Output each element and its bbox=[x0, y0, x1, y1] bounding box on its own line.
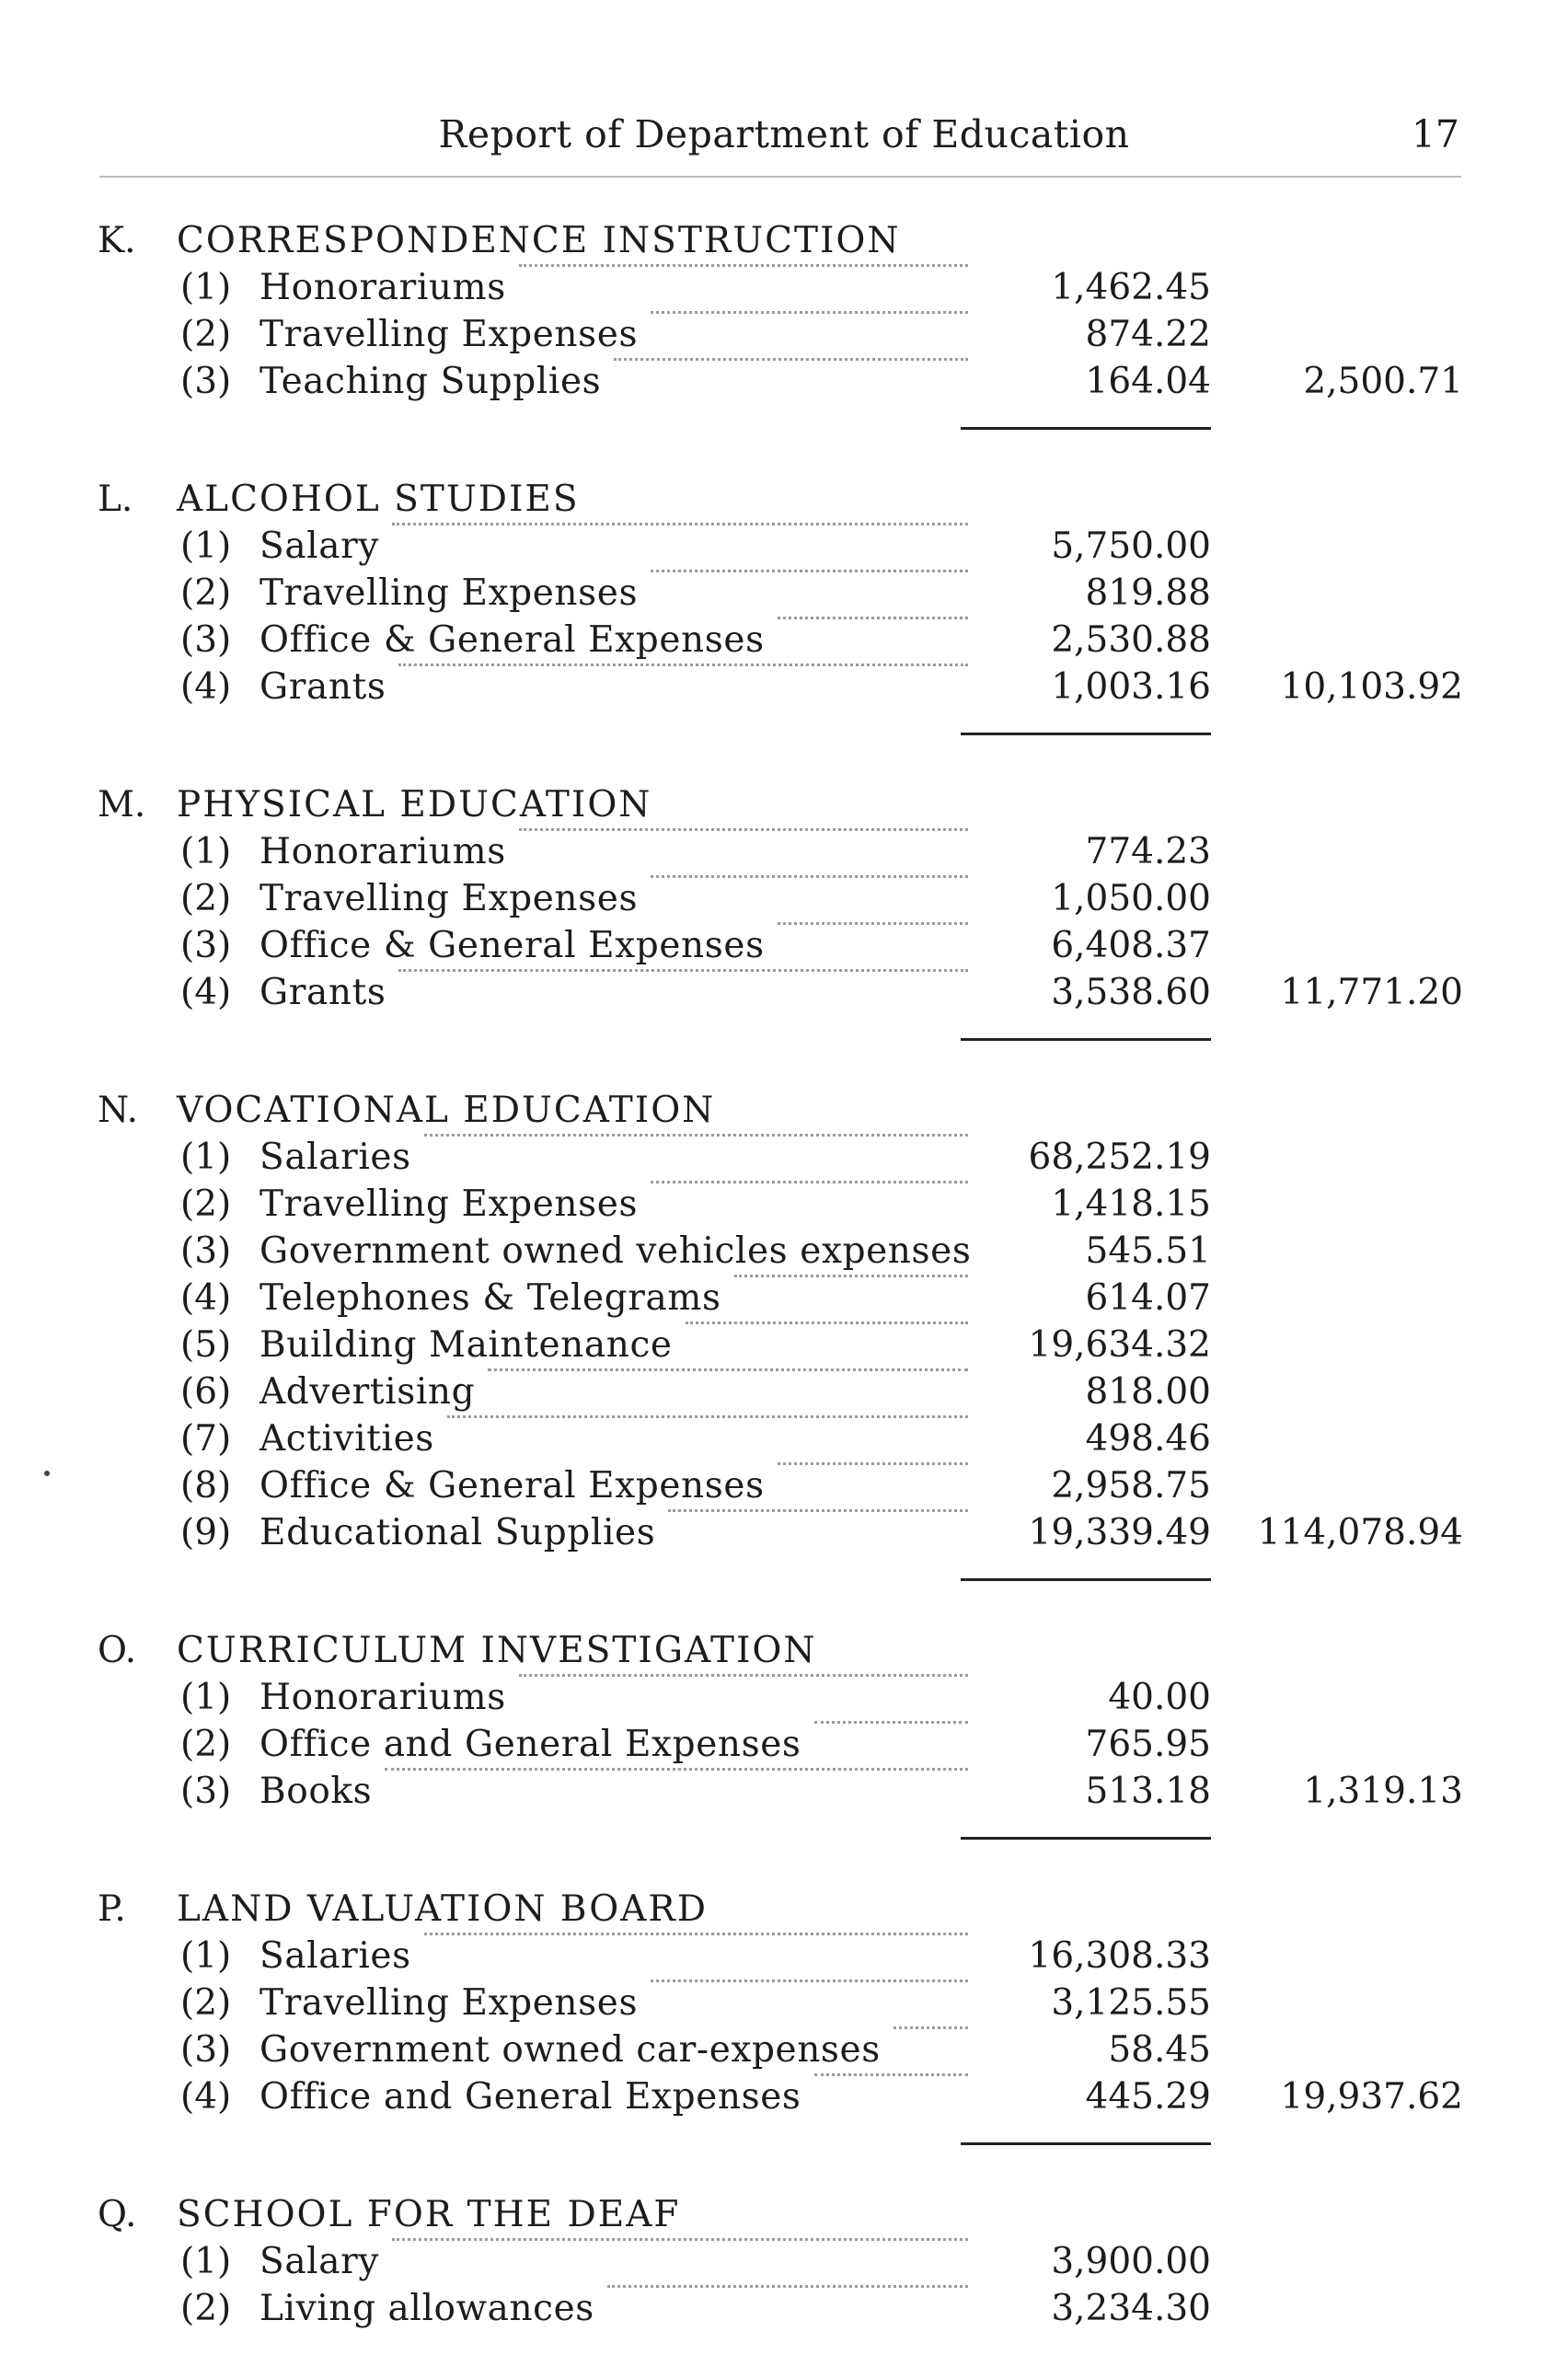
item-label: Salaries bbox=[259, 1935, 411, 1977]
expense-section bbox=[0, 217, 1568, 430]
item-number: (2) bbox=[180, 2288, 232, 2329]
section-heading-row bbox=[0, 1886, 1568, 1933]
section-title: CORRESPONDENCE INSTRUCTION bbox=[177, 220, 901, 261]
item-amount: 6,408.37 bbox=[1051, 925, 1211, 966]
dot-leader bbox=[778, 1462, 968, 1465]
item-amount: 1,418.15 bbox=[1051, 1183, 1211, 1225]
line-item bbox=[0, 1768, 1568, 1815]
dot-leader bbox=[651, 1181, 968, 1183]
item-number: (6) bbox=[180, 1371, 232, 1413]
dot-leader bbox=[686, 1322, 968, 1324]
item-number: (2) bbox=[180, 572, 232, 614]
dot-leader bbox=[447, 1415, 968, 1418]
item-number: (2) bbox=[180, 878, 232, 919]
item-number: (2) bbox=[180, 1724, 232, 1765]
line-item bbox=[0, 828, 1568, 875]
dot-leader bbox=[651, 875, 968, 878]
item-label: Living allowances bbox=[259, 2288, 594, 2329]
item-amount: 874.22 bbox=[1085, 314, 1211, 355]
line-item bbox=[0, 1721, 1568, 1768]
line-item bbox=[0, 311, 1568, 358]
item-amount: 818.00 bbox=[1085, 1371, 1211, 1413]
line-item bbox=[0, 1509, 1568, 1556]
item-label: Travelling Expenses bbox=[259, 1982, 639, 2024]
item-amount: 774.23 bbox=[1085, 831, 1211, 872]
item-amount: 2,958.75 bbox=[1051, 1465, 1211, 1506]
line-item bbox=[0, 1462, 1568, 1509]
line-item bbox=[0, 1228, 1568, 1275]
section-heading-row bbox=[0, 1087, 1568, 1134]
section-title: CURRICULUM INVESTIGATION bbox=[177, 1630, 817, 1671]
item-amount: 819.88 bbox=[1085, 572, 1211, 614]
item-amount: 513.18 bbox=[1085, 1771, 1211, 1812]
item-amount: 19,339.49 bbox=[1028, 1512, 1211, 1553]
item-number: (1) bbox=[180, 1137, 232, 1178]
line-item bbox=[0, 969, 1568, 1016]
item-number: (8) bbox=[180, 1465, 232, 1506]
line-item bbox=[0, 264, 1568, 311]
item-amount: 545.51 bbox=[1085, 1230, 1211, 1272]
item-amount: 498.46 bbox=[1085, 1418, 1211, 1460]
line-item bbox=[0, 1275, 1568, 1322]
section-total: 10,103.92 bbox=[1280, 666, 1463, 708]
item-number: (4) bbox=[180, 972, 232, 1013]
dot-leader bbox=[651, 311, 968, 314]
item-label: Office & General Expenses bbox=[259, 925, 765, 966]
dot-leader bbox=[398, 969, 968, 972]
dot-leader bbox=[607, 2285, 968, 2288]
dot-leader bbox=[424, 1134, 968, 1137]
line-item bbox=[0, 922, 1568, 969]
item-amount: 19,634.32 bbox=[1028, 1324, 1211, 1366]
item-amount: 765.95 bbox=[1085, 1724, 1211, 1765]
dot-leader bbox=[392, 2238, 968, 2241]
item-amount: 2,530.88 bbox=[1051, 619, 1211, 661]
item-number: (5) bbox=[180, 1324, 232, 1366]
item-label: Salary bbox=[259, 2241, 379, 2282]
item-number: (3) bbox=[180, 1230, 232, 1272]
item-label: Grants bbox=[259, 666, 386, 708]
item-number: (7) bbox=[180, 1418, 232, 1460]
subtotal-rule bbox=[961, 1038, 1211, 1041]
item-amount: 3,234.30 bbox=[1051, 2288, 1211, 2329]
item-label: Building Maintenance bbox=[259, 1324, 673, 1366]
item-label: Salary bbox=[259, 525, 379, 567]
item-number: (3) bbox=[180, 619, 232, 661]
section-letter: K. bbox=[98, 220, 136, 261]
item-number: (4) bbox=[180, 2076, 232, 2118]
dot-leader bbox=[814, 2073, 968, 2076]
section-total: 11,771.20 bbox=[1280, 972, 1463, 1013]
subtotal-rule bbox=[961, 2142, 1211, 2145]
item-number: (3) bbox=[180, 925, 232, 966]
dot-leader bbox=[814, 1721, 968, 1724]
item-amount: 68,252.19 bbox=[1028, 1137, 1211, 1178]
section-total: 114,078.94 bbox=[1257, 1512, 1463, 1553]
item-number: (1) bbox=[180, 1677, 232, 1718]
item-label: Activities bbox=[259, 1418, 434, 1460]
item-number: (9) bbox=[180, 1512, 232, 1553]
item-amount: 164.04 bbox=[1085, 361, 1211, 402]
item-amount: 16,308.33 bbox=[1028, 1935, 1211, 1977]
section-total: 2,500.71 bbox=[1303, 361, 1463, 402]
dot-leader bbox=[651, 1980, 968, 1982]
item-amount: 3,900.00 bbox=[1051, 2241, 1211, 2282]
expense-section bbox=[0, 1886, 1568, 2145]
dot-leader bbox=[519, 264, 968, 267]
item-label: Travelling Expenses bbox=[259, 572, 639, 614]
item-number: (3) bbox=[180, 2029, 232, 2071]
section-letter: L. bbox=[98, 479, 133, 520]
item-label: Telephones & Telegrams bbox=[259, 1277, 721, 1319]
item-amount: 40.00 bbox=[1108, 1677, 1211, 1718]
line-item bbox=[0, 1980, 1568, 2026]
item-label: Honorariums bbox=[259, 831, 506, 872]
section-heading-row bbox=[0, 2191, 1568, 2238]
expense-section bbox=[0, 1627, 1568, 1840]
item-label: Travelling Expenses bbox=[259, 878, 639, 919]
item-label: Travelling Expenses bbox=[259, 1183, 639, 1225]
expense-sections bbox=[0, 217, 1568, 2378]
item-number: (3) bbox=[180, 1771, 232, 1812]
item-number: (1) bbox=[180, 267, 232, 308]
dot-leader bbox=[398, 664, 968, 666]
line-item bbox=[0, 523, 1568, 570]
item-number: (1) bbox=[180, 1935, 232, 1977]
section-heading-row bbox=[0, 1627, 1568, 1674]
section-total: 1,319.13 bbox=[1303, 1771, 1463, 1812]
page-number: 17 bbox=[1411, 112, 1459, 156]
item-label: Government owned car-expenses bbox=[259, 2029, 881, 2071]
section-title: VOCATIONAL EDUCATION bbox=[177, 1090, 716, 1131]
dot-leader bbox=[385, 1768, 968, 1771]
line-item bbox=[0, 1368, 1568, 1415]
item-amount: 58.45 bbox=[1108, 2029, 1211, 2071]
line-item bbox=[0, 1322, 1568, 1368]
item-label: Office and General Expenses bbox=[259, 2076, 801, 2118]
subtotal-rule bbox=[961, 733, 1211, 735]
section-title: PHYSICAL EDUCATION bbox=[177, 784, 652, 825]
line-item bbox=[0, 2238, 1568, 2285]
section-title: SCHOOL FOR THE DEAF bbox=[177, 2194, 681, 2235]
section-heading-row bbox=[0, 781, 1568, 828]
subtotal-rule bbox=[961, 1837, 1211, 1840]
section-letter: O. bbox=[98, 1630, 137, 1671]
section-heading-row bbox=[0, 217, 1568, 264]
subtotal-rule bbox=[961, 427, 1211, 430]
item-number: (3) bbox=[180, 361, 232, 402]
item-label: Office & General Expenses bbox=[259, 1465, 765, 1506]
line-item bbox=[0, 617, 1568, 664]
line-item bbox=[0, 1674, 1568, 1721]
line-item bbox=[0, 664, 1568, 710]
line-item bbox=[0, 570, 1568, 617]
line-item bbox=[0, 2285, 1568, 2332]
expense-section bbox=[0, 781, 1568, 1041]
dot-leader bbox=[519, 828, 968, 831]
item-label: Advertising bbox=[259, 1371, 476, 1413]
item-number: (1) bbox=[180, 525, 232, 567]
item-number: (1) bbox=[180, 2241, 232, 2282]
line-item bbox=[0, 1181, 1568, 1228]
line-item bbox=[0, 1134, 1568, 1181]
running-title: Report of Department of Education bbox=[438, 112, 1130, 156]
item-number: (4) bbox=[180, 666, 232, 708]
expense-section bbox=[0, 476, 1568, 735]
section-title: ALCOHOL STUDIES bbox=[177, 479, 580, 520]
item-amount: 614.07 bbox=[1085, 1277, 1211, 1319]
item-label: Salaries bbox=[259, 1137, 411, 1178]
item-label: Teaching Supplies bbox=[259, 361, 602, 402]
section-letter: P. bbox=[98, 1888, 126, 1930]
dot-leader bbox=[614, 358, 968, 361]
line-item bbox=[0, 1933, 1568, 1980]
expense-section bbox=[0, 1087, 1568, 1581]
item-label: Honorariums bbox=[259, 267, 506, 308]
line-item bbox=[0, 875, 1568, 922]
subtotal-rule bbox=[961, 1578, 1211, 1581]
dot-leader bbox=[519, 1674, 968, 1677]
item-label: Office and General Expenses bbox=[259, 1724, 801, 1765]
item-amount: 1,050.00 bbox=[1051, 878, 1211, 919]
line-item bbox=[0, 2026, 1568, 2073]
item-amount: 5,750.00 bbox=[1051, 525, 1211, 567]
item-amount: 1,462.45 bbox=[1051, 267, 1211, 308]
dot-leader bbox=[488, 1368, 968, 1371]
line-item bbox=[0, 358, 1568, 405]
section-letter: N. bbox=[98, 1090, 139, 1131]
item-label: Government owned vehicles expenses bbox=[259, 1230, 972, 1272]
item-number: (2) bbox=[180, 1183, 232, 1225]
line-item bbox=[0, 2073, 1568, 2120]
dot-leader bbox=[668, 1509, 968, 1512]
section-letter: M. bbox=[98, 784, 146, 825]
item-amount: 1,003.16 bbox=[1051, 666, 1211, 708]
line-item bbox=[0, 1415, 1568, 1462]
item-label: Books bbox=[259, 1771, 373, 1812]
item-number: (2) bbox=[180, 314, 232, 355]
item-label: Educational Supplies bbox=[259, 1512, 656, 1553]
item-label: Office & General Expenses bbox=[259, 619, 765, 661]
dot-leader bbox=[894, 2026, 968, 2029]
dot-leader bbox=[734, 1275, 968, 1277]
header-rule bbox=[99, 176, 1461, 178]
item-amount: 3,125.55 bbox=[1051, 1982, 1211, 2024]
section-letter: Q. bbox=[98, 2194, 137, 2235]
section-total: 19,937.62 bbox=[1280, 2076, 1463, 2118]
section-heading-row bbox=[0, 476, 1568, 523]
section-title: LAND VALUATION BOARD bbox=[177, 1888, 709, 1930]
item-label: Honorariums bbox=[259, 1677, 506, 1718]
dot-leader bbox=[778, 617, 968, 619]
item-number: (2) bbox=[180, 1982, 232, 2024]
item-number: (1) bbox=[180, 831, 232, 872]
expense-section bbox=[0, 2191, 1568, 2332]
item-label: Grants bbox=[259, 972, 386, 1013]
dot-leader bbox=[651, 570, 968, 572]
item-label: Travelling Expenses bbox=[259, 314, 639, 355]
dot-leader bbox=[778, 922, 968, 925]
item-amount: 3,538.60 bbox=[1051, 972, 1211, 1013]
dot-leader bbox=[424, 1933, 968, 1935]
item-number: (4) bbox=[180, 1277, 232, 1319]
dot-leader bbox=[392, 523, 968, 525]
item-amount: 445.29 bbox=[1085, 2076, 1211, 2118]
